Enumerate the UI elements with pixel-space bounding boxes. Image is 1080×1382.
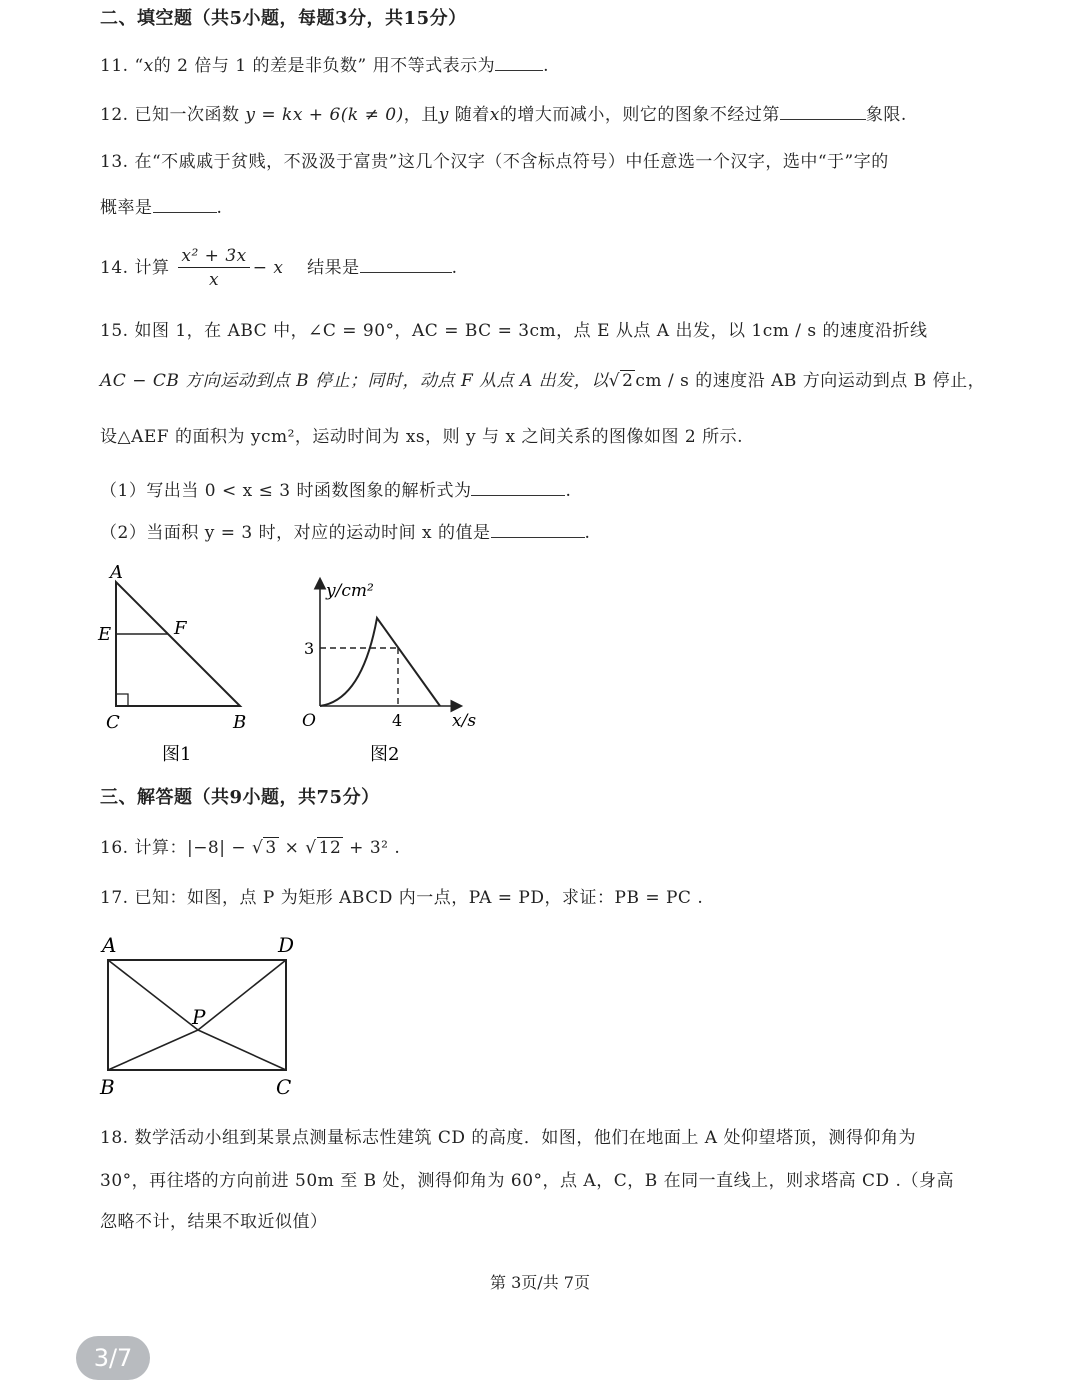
question-15-sub2: （2）当面积 y = 3 时，对应的运动时间 x 的值是 . [100,519,590,544]
segment-pa [108,960,198,1030]
figure-1-triangle [90,560,270,770]
question-18-line2: 30°，再往塔的方向前进 50m 至 B 处，测得仰角为 60°，点 A，C，B 在同一直线上，则求塔高 CD .（身高 [100,1171,954,1191]
label-d: D [278,933,295,957]
label-a: A [110,562,123,583]
question-18-line3: 忽略不计，结果不取近似值） [100,1212,328,1232]
segment-pb [108,1030,198,1070]
figure-2-graph [290,570,490,770]
fraction: $\frac{\text{x² + 3x}}{x}$ [178,245,249,292]
question-14: 14. 计算 $\frac{\text{x² + 3x}}{x}$ − x 结果是 . [100,246,458,290]
label-b: B [233,712,247,733]
figure-2-caption: 图2 [370,744,400,765]
segment-pc [198,1030,286,1070]
question-18-line1: 18. 数学活动小组到某景点测量标志性建筑 CD 的高度．如图，他们在地面上 A 处仰望塔顶，测得仰角为 [100,1128,916,1148]
label-e: E [98,624,112,645]
right-angle-mark [116,694,128,706]
answer-blank[interactable] [780,101,866,120]
question-15-line1: 15. 如图 1，在 ABC 中，∠C = 90°，AC = BC = 3cm，点 E 从点 A 出发，以 1cm / s 的速度沿折线 [100,321,928,341]
question-15-sub1: （1）写出当 0 < x ≤ 3 时函数图象的解析式为 . [100,477,571,502]
segment-pd [198,960,286,1030]
question-12: 12. 已知一次函数 y = kx + 6(k ≠ 0)，且y 随着x的增大而减小，则它的图象不经过第 象限. [100,101,907,126]
figure-1-caption: 图1 [162,744,192,765]
answer-blank[interactable] [491,519,585,538]
question-15-line2: AC − CB 方向运动到点 B 停止；同时，动点 F 从点 A 出发，以√ 2 cm / s 的速度沿 AB 方向运动到点 B 停止， [100,371,986,391]
x-tick-4: 4 [392,711,403,730]
y-tick-3: 3 [304,639,315,658]
question-11: 11. “x的 2 倍与 1 的差是非负数” 用不等式表示为 . [100,52,549,77]
label-p: P [192,1005,206,1029]
page-footer: 第 3页/共 7页 [490,1273,590,1292]
question-17: 17. 已知：如图，点 P 为矩形 ABCD 内一点，PA = PD，求证：PB = PC . [100,888,704,908]
graph-curve [320,618,440,706]
label-f: F [174,618,187,639]
answer-blank[interactable] [495,52,543,71]
label-a: A [102,933,117,957]
answer-blank[interactable] [153,194,217,213]
triangle-abc [116,582,240,706]
label-c: C [106,712,120,733]
answer-blank[interactable] [471,477,565,496]
label-b: B [100,1075,115,1099]
section-3-title: 三、解答题（共9小题，共75分） [100,787,380,808]
figure-rectangle [90,930,320,1110]
origin-label: O [302,711,316,731]
label-c: C [276,1075,292,1099]
page-indicator[interactable]: 3/7 [76,1336,150,1380]
answer-blank[interactable] [360,254,452,273]
question-13-line1: 13. 在“不戚戚于贫贱，不汲汲于富贵”这几个汉字（不含标点符号）中任意选一个汉字，选中“于”字的 [100,152,889,172]
question-15-line3: 设△AEF 的面积为 ycm²，运动时间为 xs，则 y 与 x 之间关系的图像如图 2 所示. [100,427,743,447]
question-16: 16. 计算：|−8| − √ 3 × √ 12 + 3² . [100,838,401,858]
x-axis-label: x/s [452,711,477,731]
question-13-line2: 概率是 . [100,194,222,219]
section-2-title: 二、填空题（共5小题，每题3分，共15分） [100,8,467,29]
y-axis-label: y/cm² [326,581,374,601]
